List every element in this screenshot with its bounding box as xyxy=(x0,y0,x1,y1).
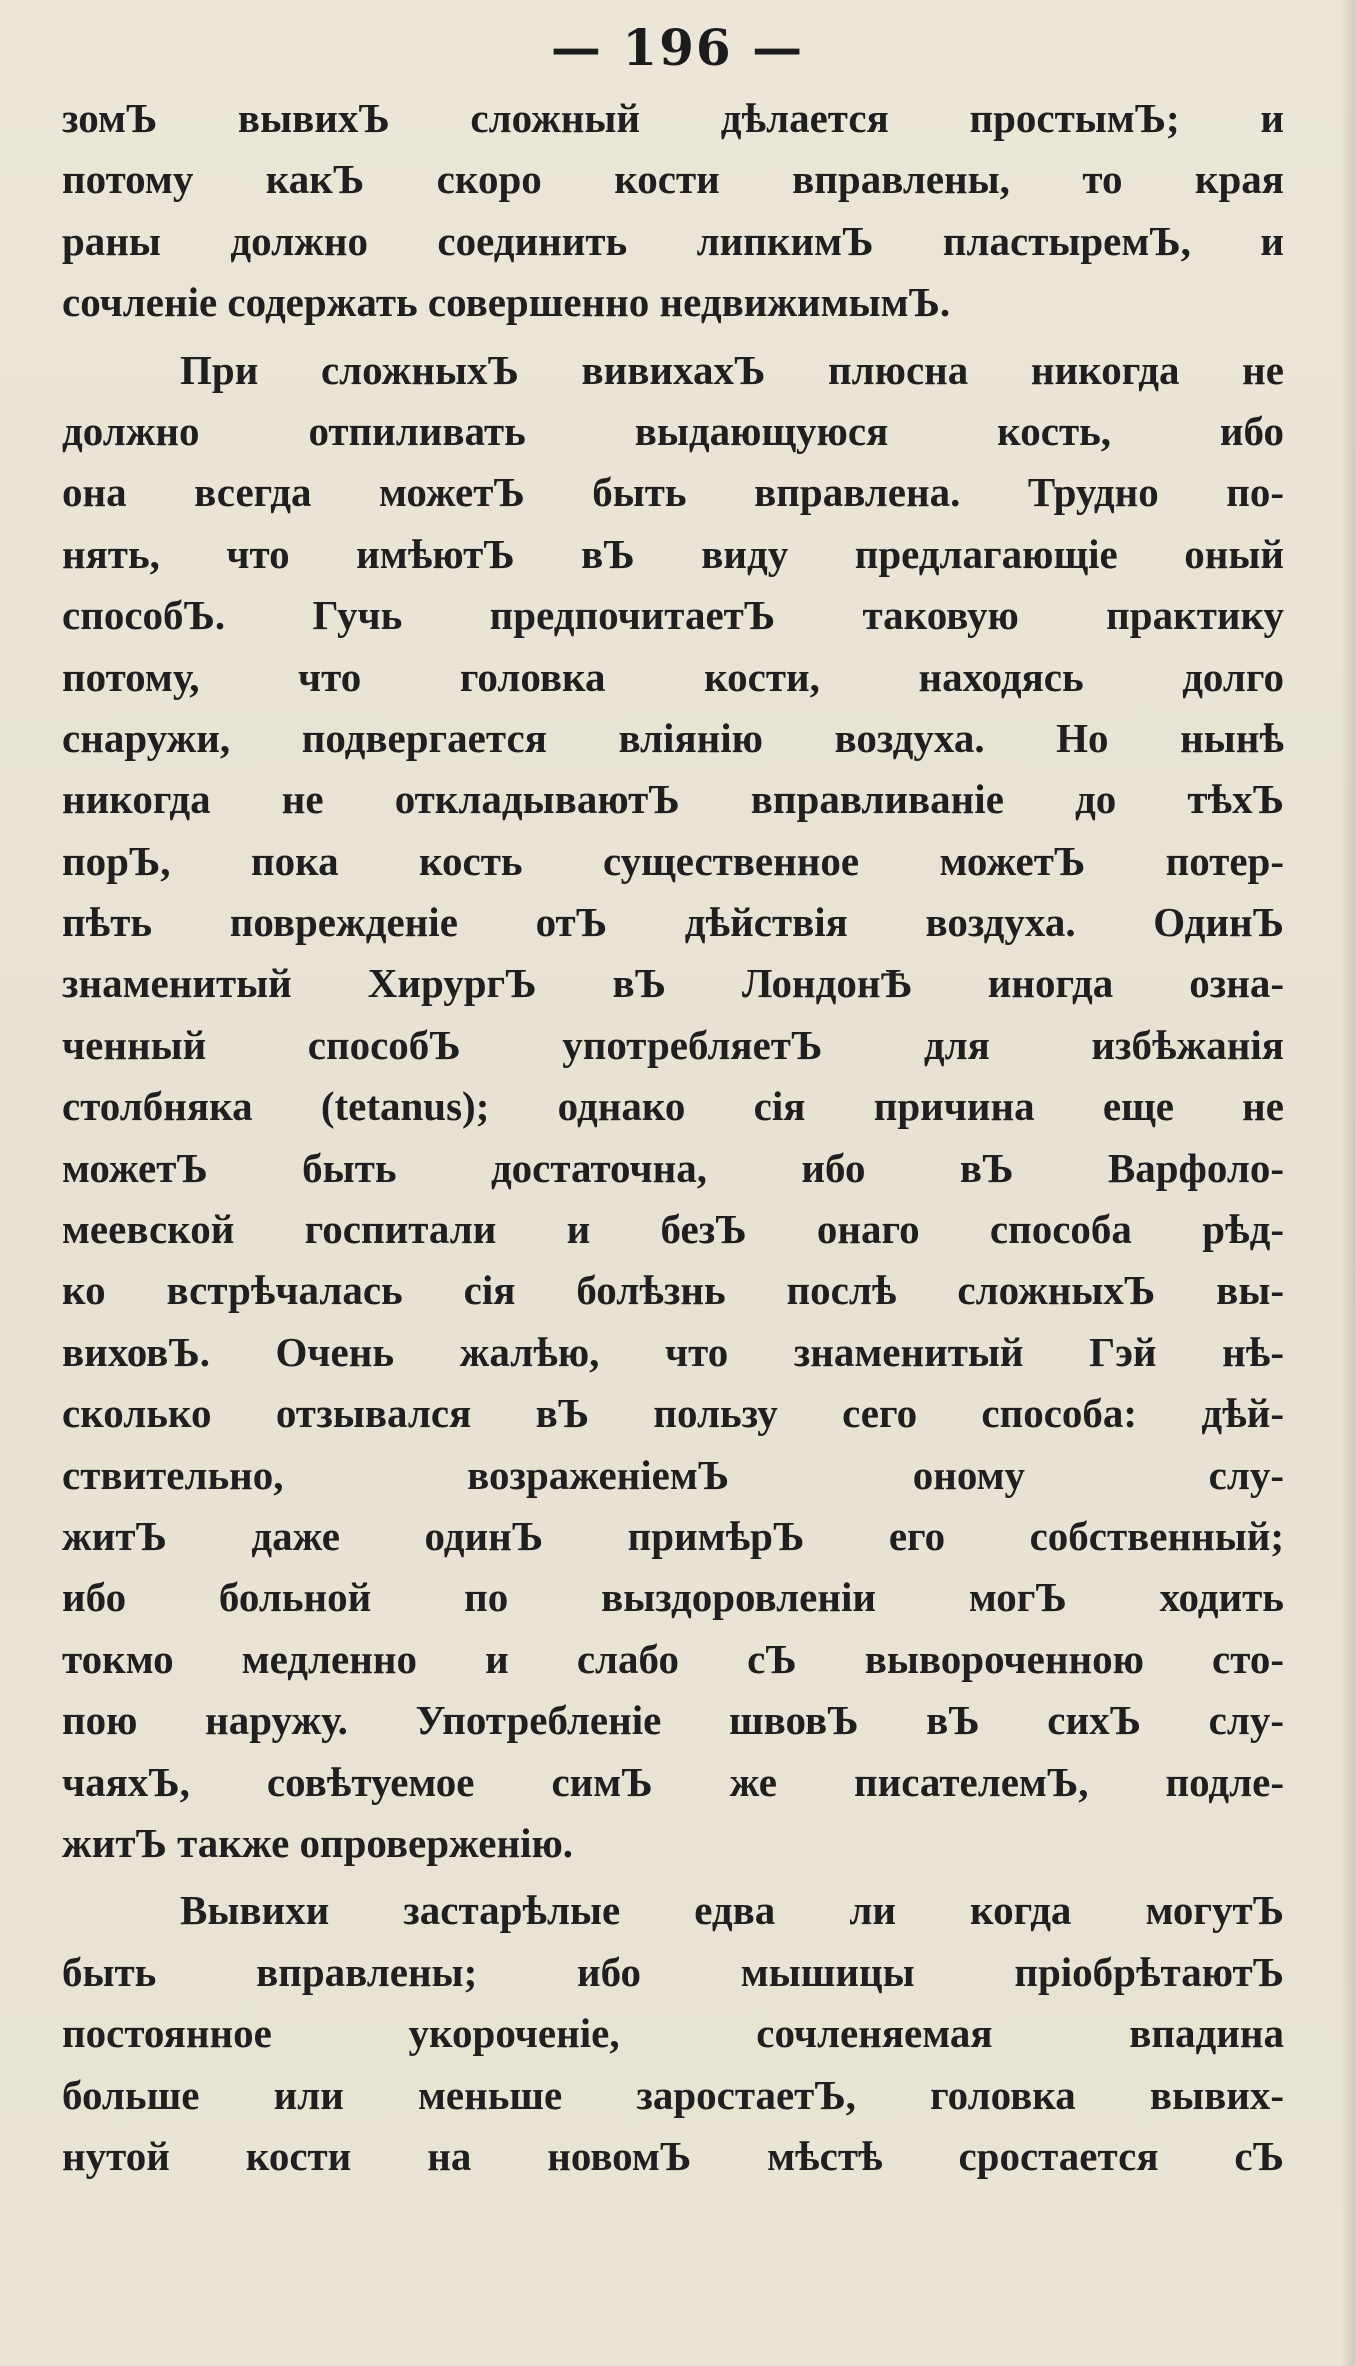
text-line: нять, что имѣютЪ вЪ виду предлагающіе оный xyxy=(62,530,1284,577)
text-line: меевской госпитали и безЪ онаго способа рѣд- xyxy=(62,1206,1284,1253)
text-line: раны должно соединить липкимЪ пластыремЪ, и xyxy=(62,217,1284,264)
text-line: токмо медленно и слабо сЪ вывороченною сто- xyxy=(62,1635,1284,1682)
text-line: потому, что головка кости, находясь долго xyxy=(62,653,1284,700)
text-line: пѣть поврежденіе отЪ дѣйствія воздуха. ОдинЪ xyxy=(62,899,1284,946)
text-line: она всегда можетЪ быть вправлена. Трудно по- xyxy=(62,469,1284,516)
body-text xyxy=(62,88,1284,2187)
text-line: зомЪ вывихЪ сложный дѣлается простымЪ; и xyxy=(62,95,1284,141)
text-line: ствительно, возраженіемЪ оному слу- xyxy=(62,1451,1284,1498)
text-line: можетЪ быть достаточна, ибо вЪ Варфоло- xyxy=(62,1144,1284,1191)
text-line: снаружи, подвергается вліянію воздуха. Но нынѣ xyxy=(62,714,1284,761)
text-line: При сложныхЪ вивихахЪ плюсна никогда не xyxy=(180,346,1284,393)
text-line: житЪ даже одинЪ примѣрЪ его собственный; xyxy=(62,1512,1284,1559)
text-line: сочленіе содержать совершенно недвижимымЪ. xyxy=(62,279,951,326)
text-line: Вывихи застарѣлые едва ли когда могутЪ xyxy=(180,1887,1284,1934)
page-edge-shadow xyxy=(1341,0,1355,2366)
text-line: знаменитый ХирургЪ вЪ ЛондонѢ иногда озна- xyxy=(62,960,1284,1007)
text-line: житЪ также опроверженію. xyxy=(62,1819,574,1866)
text-line: чаяхЪ, совѣтуемое симЪ же писателемЪ, подле- xyxy=(62,1758,1284,1805)
text-line: быть вправлены; ибо мышицы пріобрѣтаютЪ xyxy=(62,1948,1284,1995)
text-line: виховЪ. Очень жалѣю, что знаменитый Гэй нѣ- xyxy=(62,1328,1284,1375)
text-line: столбняка (tetanus); однако сія причина еще не xyxy=(62,1083,1284,1130)
text-line: порЪ, пока кость существенное можетЪ потер- xyxy=(62,837,1284,884)
text-line: никогда не откладываютЪ вправливаніе до тѣхЪ xyxy=(62,776,1284,823)
text-line: потому какЪ скоро кости вправлены, то края xyxy=(62,156,1284,203)
text-line: сколько отзывался вЪ пользу сего способа: дѣй- xyxy=(62,1390,1284,1437)
text-line: способЪ. Гучь предпочитаетЪ таковую практику xyxy=(62,592,1284,639)
text-line: постоянное укороченіе, сочленяемая впадина xyxy=(62,2010,1284,2057)
text-line: ченный способЪ употребляетЪ для избѣжанія xyxy=(62,1021,1284,1068)
text-line: должно отпиливать выдающуюся кость, ибо xyxy=(62,407,1284,454)
text-line: ибо больной по выздоровленіи могЪ ходить xyxy=(62,1574,1284,1621)
text-line: ко встрѣчалась сія болѣзнь послѣ сложныхЪ вы- xyxy=(62,1267,1284,1314)
text-line: нутой кости на новомЪ мѣстѣ сростается сЪ xyxy=(62,2132,1284,2179)
text-line: пою наружу. Употребленіе швовЪ вЪ сихЪ слу- xyxy=(62,1697,1284,1744)
page-number: — 196 — xyxy=(550,18,805,77)
text-line: больше или меньше заростаетЪ, головка вывих- xyxy=(62,2071,1284,2118)
